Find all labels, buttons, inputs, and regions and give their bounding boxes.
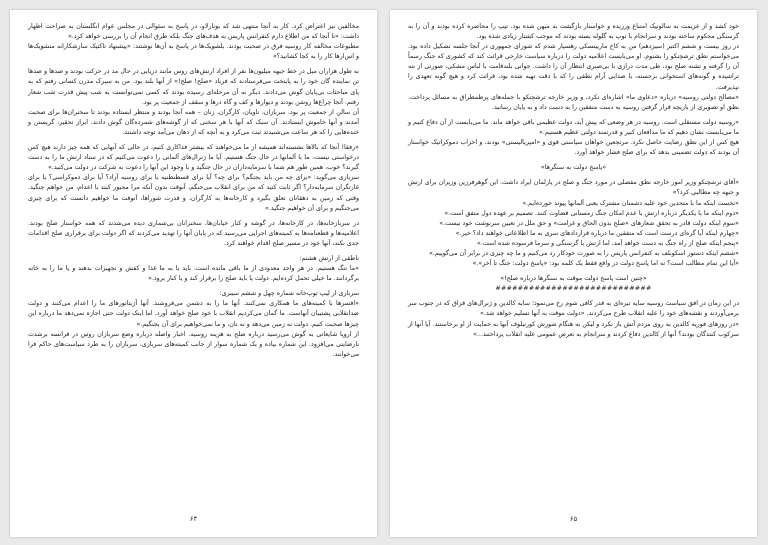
paragraph: «نخست اینکه ما با متحدین خود علیه دشمنان مشترک یعنی آلمانها پیوند خورده‌ایم.» [522,199,739,207]
paragraph: سربازی از لیپ توپ‌خانه شماره چهل و ششم سیبری: [219,290,359,298]
paragraph: «چهارم اینکه آیا گره‌ای درست است که متفقین ما درباره قراردادهای سری به ما اطلاعاتی خواهند داد؟ خیر.» [455,229,739,237]
paragraph: آن سالن از جمعیت پر بود. سربازان، ناویان، کارگران، زنان – همه آنجا بودند و منتظر ایستاده بودند تا سخنران‌ها برای صحبت آمدند و آنها خاموش ایستادند. آن سبک که آنها با هر سخنی که از گوشه‌های شمرده‌گان گوش دادند، ابراز تحقیر، گریستن و خنده‌هایی را که هر ساعت می‌شنیدند ثبت می‌کرد و به آنچه که از دهان می‌آمد توجه داشتند. [28,108,359,136]
paragraph: ناطقی از ارتش هشتم: [299,254,359,262]
paragraph: «آقای ترشچنکو وزیر امور خارجه نطق مفصلی در مورد جنگ و صلح در پارلمان ایراد داشت. این گوهرفرزین وزیران برای ارتش و جبهه چه مطالبی کرد؟» [408,179,739,197]
paragraph: «ششم اینکه دستور اسکوبلف به کنفرانس پاریس را به صورت خودکار رد می‌کنیم و ما چه چیزی در برابر آن می‌گوییم.» [429,249,739,257]
centered-heading: «پاسخ دولت به سنگرها» [540,164,607,172]
paragraph: «رفقا! آنجا که بالاها نشسته‌اند همیشه از ما می‌خواهند که بیشتر فداکاری کنیم، در حالی که آنهایی که همه چیز دارند هیچ کس درخواستی نیست. ما با آلمانها در حال جنگ هستیم. آیا ما ژنرال‌های آلمانی را دعوت می‌کنیم که در ستاد ارتش ما را به دست گیرند؟ خوب، همین طور هم شما با سرمایه‌داران در حال جنگید و با وجود این آنها را دعوت به شرکت در دولت می‌کنید.» [28,144,359,172]
right-page [390,10,757,537]
paragraph: «ما تنگ هستیم. در هر واحد معدودی از ما باقی مانده است. باید یا به ما غذا و کفش و تجهیزات بدهند و یا ما را به خانه برگردانند. ما خیلی تحمل کرده‌ایم. دولت یا باید صلح را برقرار کند و یا کنار برود.» [28,265,359,283]
section-separator: ############################ [495,285,652,293]
paragraph: «آیا این تمام مطالب است؟ نه اما پاسخ دولت در واقع فقط یک کلمه بود: «پاسخ دولت: جنگ تا آخر».» [472,260,739,268]
paragraph: به طول هزاران میل در خط جبهه میلیون‌ها نفر از افراد ارتش‌های روس مانند دریایی در حال مد در حرکت بودند و صدها و صدها تن نماینده گان خود را به پایتخت می‌فرستادند که فریاد «صلح! صلح!» از آنها بلند بود. من به سیرک مدرن کسانی رفتم که به پای مباحثات بی‌پایان گوش می‌دادند. دیگر به آن مرحله‌ای رسیده بودند که کسی نمی‌توانست به شب پیش قدرت شب شعار رفتم. آنجا چراغ‌ها روشن بودند و دیوارها و کف و گاه درها و سقف از جمعیت پر بود. [28,68,359,106]
paragraph: «پنجم اینکه صلح از راه جنگ به دست خواهد آمد، اما ارتش با گرسنگی و سرما فرسوده شده است.» [476,239,739,247]
paragraph: «روسیه دولت مستقلی است. روسیه در هر وضعی که پیش آید، دولت عظیمی باقی خواهد ماند. ما می‌بایست از آن دفاع کنیم و ما می‌بایست نشان دهیم که ما مدافعان کبیر و قدرتمند دولتی عظیم هستیم.» [408,118,739,136]
paragraph: «سوم اینکه دولت قادر به تحقق شعارهای «صلح بدون الحاق و غرامت» و حق ملل در تعیین سرنوشت خود نیست.» [439,219,739,227]
paragraph: «افسرها با کمیته‌های ما همکاری نمی‌کنند. آنها ما را به دشمن می‌فروشند. آنها آژیتاتورهای ما را اعدام می‌کنند و دولت ضدانقلابی پشتیبان آنهاست. ما گمان می‌کردیم انقلاب با خود صلح خواهد آورد. اما اینک دولت حتی اجازه نمی‌دهد ما درباره این چیزها صحبت کنیم. دولت نه زمین می‌دهد و نه نان، و ما نمی‌خواهیم برای آن بجنگیم.» [28,300,359,328]
left-page-body [28,22,359,360]
paragraph: در روز بیست و ششم اکتبر (سیزدهم) من به کاخ ماریینسکی رهسپار شدم که شورای جمهوری در آنجا جلسه تشکیل داده بود. می‌خواستم نطق ترشچنکو را بشنوم. او می‌بایست اعلامیه دولت را درباره سیاست خارجی قرائت کند که کشوری که جنگ رسماً آن را گرفته و تشنه صلح بود، طی مدت درازی با بی‌صبری انتظار آن را داشت. جوانی بلندقامت با لباس مشکی، صورتی از تنه تراشیده و گونه‌های استخوانی برجسته، با صدایی آرام نطقی را که با دقت تهیه شده بود، قرائت کرد و هیچ گونه تعهدی را نپذیرفت. [408,43,739,91]
paragraph: مطبوعات مخالفه کار روسیه فرق در صحبت بودند. بلشویک‌ها در پاسخ به آن‌ها نوشتند: «پیشنهاد تاکتیک سازشکارانه منشویک‌ها و اس‌ارها کار را به کجا کشانید؟» [28,43,359,61]
paragraph: خود کشد و از عزیمت به سالونیک امتناع ورزیده و خواستار بازگشت به میهن شده بود. تیپ را محاصره کرده بودند و آن را به گرسنگی محکوم ساخته بودند و سرانجام با توپ به گلوله بسته بودند که موجب کشتار زیادی شده بود. [408,23,739,41]
paragraph: «دوم اینکه ما با یکدیگر درباره ارتش با عدم امکان جنگ زمستانی قضاوت کنند. تصمیم بر عهده دول متفق است.» [444,209,739,217]
paragraph: «مصالح دولتی روسیه» درباره «دعاوی ما» اشاره‌ای نکرد، و وزیر خارجه ترشچنکو با جمله‌های پرطمطراق به مسائل پرداخت. نطق او تصویری از بازیچه قرار گرفتن روسیه به دست متفقین را به دست داد و به پایان رسانید. [408,93,739,111]
paragraph: سربازی می‌گوید: «برای چه من باید بجنگم؟ برای چه؟ آیا برای قسطنطنیه یا برای روسیه آزاد؟ آیا برای دموکراسی؟ یا برای غارتگران سرمایه‌دار؟ اگر ثابت کنید که من برای انقلاب می‌جنگم، آنوقت بدون آنکه مرا مجبور کنند با اعدام، من خواهم جنگید. وقتی که زمین به دهقانان تعلق بگیرد و کارخانه‌ها به کارگران، و قدرت شوراها، آنوقت ما خواهیم دانست که برای چیزی می‌جنگیم و برای آن خواهیم جنگید.» [28,174,359,212]
paragraph: در سربازخانه‌ها، در کارخانه‌ها، در گوشه و کنار خیابان‌ها، سخنرانان بی‌شماری دیده می‌شدند که همه خواستار صلح بودند. اعلامیه‌ها و قطعنامه‌ها به کمیته‌های اجرایی می‌رسید که در پایان آنها را تهدید می‌کردند که اگر دولت برای برقراری صلح اقدامات جدی نکند، آنها خود در مسیر صلح اقدام خواهند کرد. [28,219,359,247]
paragraph: در این زمان در افق سیاست روسیه سایه تیره‌ای به قدر کافی شوم رخ می‌نمود؛ سایه کالدین و ژنرال‌های قزاق که در جنوب سر برمی‌آوردند و نقشه‌های خود را علیه انقلاب طرح می‌کردند. «دولت موقت به آنها تسلیم خواهد شد.» [408,300,739,318]
paragraph: مخالفین نیز اعتراض کرد. کار به آنجا منتهی شد که بونارلاو، در پاسخ به سئوالی در مجلس عوام انگلستان به صراحت اظهار داشت: «تا آنجا که من اطلاع دارم کنفرانس پاریس به هدف‌های جنگ بلکه طرق انجام آن را بررسی خواهد کرد.» [28,23,359,41]
left-page-number: ۶۴ [189,515,198,523]
centered-heading: «چنین است پاسخ دولت موقت به سنگرها درباره صلح!» [500,275,647,283]
right-page-number: ۶۵ [569,515,578,523]
paragraph: هیچ کس از این نطق رضایت حاصل نکرد. مرتجعین خواهان سیاستی قوی و «امپریالیستی» بودند، و احزاب دموکراتیک خواستار آن بودند که دولت تضمینی بدهد که برای صلح فشار خواهد آورد. [408,139,739,157]
right-page-body [408,22,739,340]
paragraph: «در روزهای فوریه کالدین به روی مردم آتش باز نکرد و لیکن به هنگام شورش کورنیلوف آنها به حمایت از او برخاستند. آیا آنها از سرکوب کنندگان بودند؟ آنها از کالدین دفاع کردند و سرانجام به تعرض عمومی علیه انقلاب پرداختند...» [408,320,739,338]
paragraph: از اروپا شایعاتی به گوش می‌رسید درباره صلح به هزینه روسیه. اخبار واصله درباره وضع سربازان روس در فرانسه برشدت نارضایتی می‌افزود. این شماره بیاده و یک شماره سوار از جانب کمیته‌های سربازی، سربازان را به طرد سیاست‌های حاکم فرا می‌خوانند. [28,330,359,358]
left-page [10,10,377,537]
